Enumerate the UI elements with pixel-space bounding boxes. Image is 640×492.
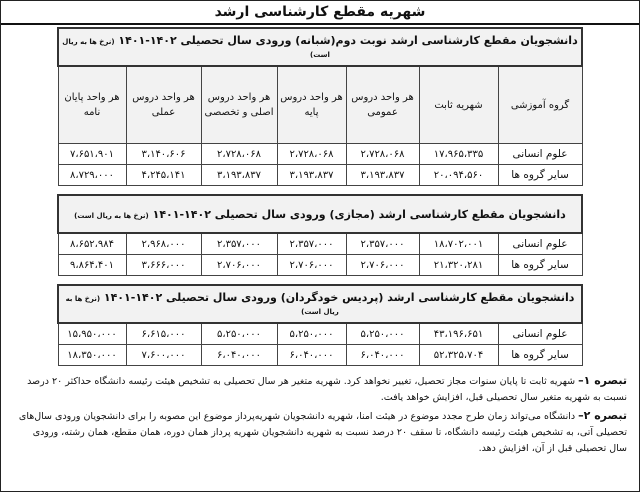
basic-unit-cell: ۲،۳۵۷،۰۰۰ <box>277 233 346 255</box>
general-unit-cell: ۵،۲۵۰،۰۰۰ <box>346 323 419 345</box>
general-unit-cell: ۲،۷۰۶،۰۰۰ <box>346 255 419 276</box>
table-row <box>58 345 582 366</box>
fixed-fee-cell: ۲۰،۰۹۴،۵۶۰ <box>419 165 498 186</box>
practical-unit-cell: ۷،۶۰۰،۰۰۰ <box>126 345 201 366</box>
footnote-2 <box>15 408 627 457</box>
footnote-label: تبصره ۱– <box>578 374 627 387</box>
group-cell: علوم انسانی <box>498 323 582 345</box>
thesis-unit-cell: ۱۵،۹۵۰،۰۰۰ <box>58 323 126 345</box>
column-header: هر واحد دروس عملی <box>126 66 201 144</box>
practical-unit-cell: ۳،۱۴۰،۶۰۶ <box>126 144 201 165</box>
table-row <box>58 144 582 165</box>
practical-unit-cell: ۳،۶۶۶،۰۰۰ <box>126 255 201 276</box>
rate-note: (نرخ ها به ریال است) <box>65 295 339 316</box>
table-row <box>58 323 582 345</box>
column-header: شهریه ثابت <box>419 66 498 144</box>
thesis-unit-cell: ۹،۸۶۴،۴۰۱ <box>58 255 126 276</box>
footnote-text: شهریه ثابت تا پایان سنوات مجاز تحصیل، تغییر نخواهد کرد. شهریه متغیر هر سال تحصیلی به تشخیص هیئت رئیسه دانشگاه حداکثر ۲۰ درصد نسبت به شهریه متغیر سال تحصیلی قبل، افزایش خواهد یافت. <box>27 376 627 403</box>
core-unit-cell: ۲،۳۵۷،۰۰۰ <box>201 233 277 255</box>
thesis-unit-cell: ۷،۶۵۱،۹۰۱ <box>58 144 126 165</box>
section-heading <box>58 195 582 233</box>
section-spacer <box>58 276 582 286</box>
section-heading-row <box>58 285 582 323</box>
table-row <box>58 255 582 276</box>
tuition-table <box>57 27 583 366</box>
core-unit-cell: ۲،۷۰۶،۰۰۰ <box>201 255 277 276</box>
thesis-unit-cell: ۸،۷۲۹،۰۰۰ <box>58 165 126 186</box>
basic-unit-cell: ۵،۲۵۰،۰۰۰ <box>277 323 346 345</box>
basic-unit-cell: ۳،۱۹۳،۸۳۷ <box>277 165 346 186</box>
footnote-label: تبصره ۲– <box>578 409 627 422</box>
group-cell: علوم انسانی <box>498 233 582 255</box>
core-unit-cell: ۲،۷۲۸،۰۶۸ <box>201 144 277 165</box>
general-unit-cell: ۶،۰۴۰،۰۰۰ <box>346 345 419 366</box>
basic-unit-cell: ۲،۷۲۸،۰۶۸ <box>277 144 346 165</box>
fixed-fee-cell: ۱۷،۹۶۵،۳۳۵ <box>419 144 498 165</box>
page-title: شهریه مقطع کارشناسی ارشد <box>214 4 426 20</box>
core-unit-cell: ۶،۰۴۰،۰۰۰ <box>201 345 277 366</box>
fixed-fee-cell: ۱۸،۷۰۲،۰۰۱ <box>419 233 498 255</box>
section-heading-text: دانشجویان مقطع کارشناسی ارشد (مجازی) ورودی سال تحصیلی ۱۴۰۲-۱۴۰۱ <box>152 207 566 221</box>
section-heading-text: دانشجویان مقطع کارشناسی ارشد نوبت دوم(شبانه) ورودی سال تحصیلی ۱۴۰۲-۱۴۰۱ <box>118 34 578 47</box>
practical-unit-cell: ۶،۶۱۵،۰۰۰ <box>126 323 201 345</box>
footnote-text: دانشگاه می‌تواند زمان طرح مجدد موضوع در هیئت امنا، شهریه دانشجویان شهریه‌پرداز موضوع این مصوبه را برای دانشجویان ورودی سال‌های تحصیلی آتی، به تشخیص هیئت رئیسه دانشگاه، تا سقف ۲۰ درصد نسبت به شهریه دانشجویان شهریه پرداز همان دوره، همان مقطع، همان رشته، ورودی سال تحصیلی قبل از آن، افزایش دهد. <box>18 411 627 454</box>
column-header: گروه آموزشی <box>498 66 582 144</box>
section-heading-row <box>58 28 582 66</box>
practical-unit-cell: ۲،۹۶۸،۰۰۰ <box>126 233 201 255</box>
general-unit-cell: ۲،۳۵۷،۰۰۰ <box>346 233 419 255</box>
footnote-1 <box>15 373 627 406</box>
general-unit-cell: ۲،۷۲۸،۰۶۸ <box>346 144 419 165</box>
rate-note: (نرخ ها به ریال است) <box>74 211 149 220</box>
rate-note: (نرخ ها به ریال است) <box>62 38 330 59</box>
basic-unit-cell: ۲،۷۰۶،۰۰۰ <box>277 255 346 276</box>
thesis-unit-cell: ۸،۶۵۲،۹۸۴ <box>58 233 126 255</box>
section-heading <box>58 285 582 323</box>
group-cell: سایر گروه ها <box>498 255 582 276</box>
general-unit-cell: ۳،۱۹۳،۸۳۷ <box>346 165 419 186</box>
fixed-fee-cell: ۴۳،۱۹۶،۶۵۱ <box>419 323 498 345</box>
group-cell: سایر گروه ها <box>498 165 582 186</box>
core-unit-cell: ۳،۱۹۳،۸۳۷ <box>201 165 277 186</box>
column-header-row <box>58 66 582 144</box>
practical-unit-cell: ۴،۲۴۵،۱۴۱ <box>126 165 201 186</box>
table-row <box>58 165 582 186</box>
column-header: هر واحد دروس عمومی <box>346 66 419 144</box>
title-divider <box>1 23 639 25</box>
thesis-unit-cell: ۱۸،۳۵۰،۰۰۰ <box>58 345 126 366</box>
column-header: هر واحد پایان نامه <box>58 66 126 144</box>
group-cell: علوم انسانی <box>498 144 582 165</box>
column-header: هر واحد دروس اصلی و تخصصی <box>201 66 277 144</box>
section-heading-row <box>58 195 582 233</box>
section-heading <box>58 28 582 66</box>
tuition-table-container <box>57 27 581 366</box>
basic-unit-cell: ۶،۰۴۰،۰۰۰ <box>277 345 346 366</box>
fixed-fee-cell: ۵۲،۳۲۵،۷۰۴ <box>419 345 498 366</box>
footnotes <box>15 373 627 459</box>
core-unit-cell: ۵،۲۵۰،۰۰۰ <box>201 323 277 345</box>
section-spacer <box>58 186 582 196</box>
table-row <box>58 233 582 255</box>
fixed-fee-cell: ۲۱،۳۲۰،۲۸۱ <box>419 255 498 276</box>
section-heading-text: دانشجویان مقطع کارشناسی ارشد (پردیس خودگردان) ورودی سال تحصیلی ۱۴۰۲-۱۴۰۱ <box>103 291 575 304</box>
group-cell: سایر گروه ها <box>498 345 582 366</box>
column-header: هر واحد دروس پایه <box>277 66 346 144</box>
